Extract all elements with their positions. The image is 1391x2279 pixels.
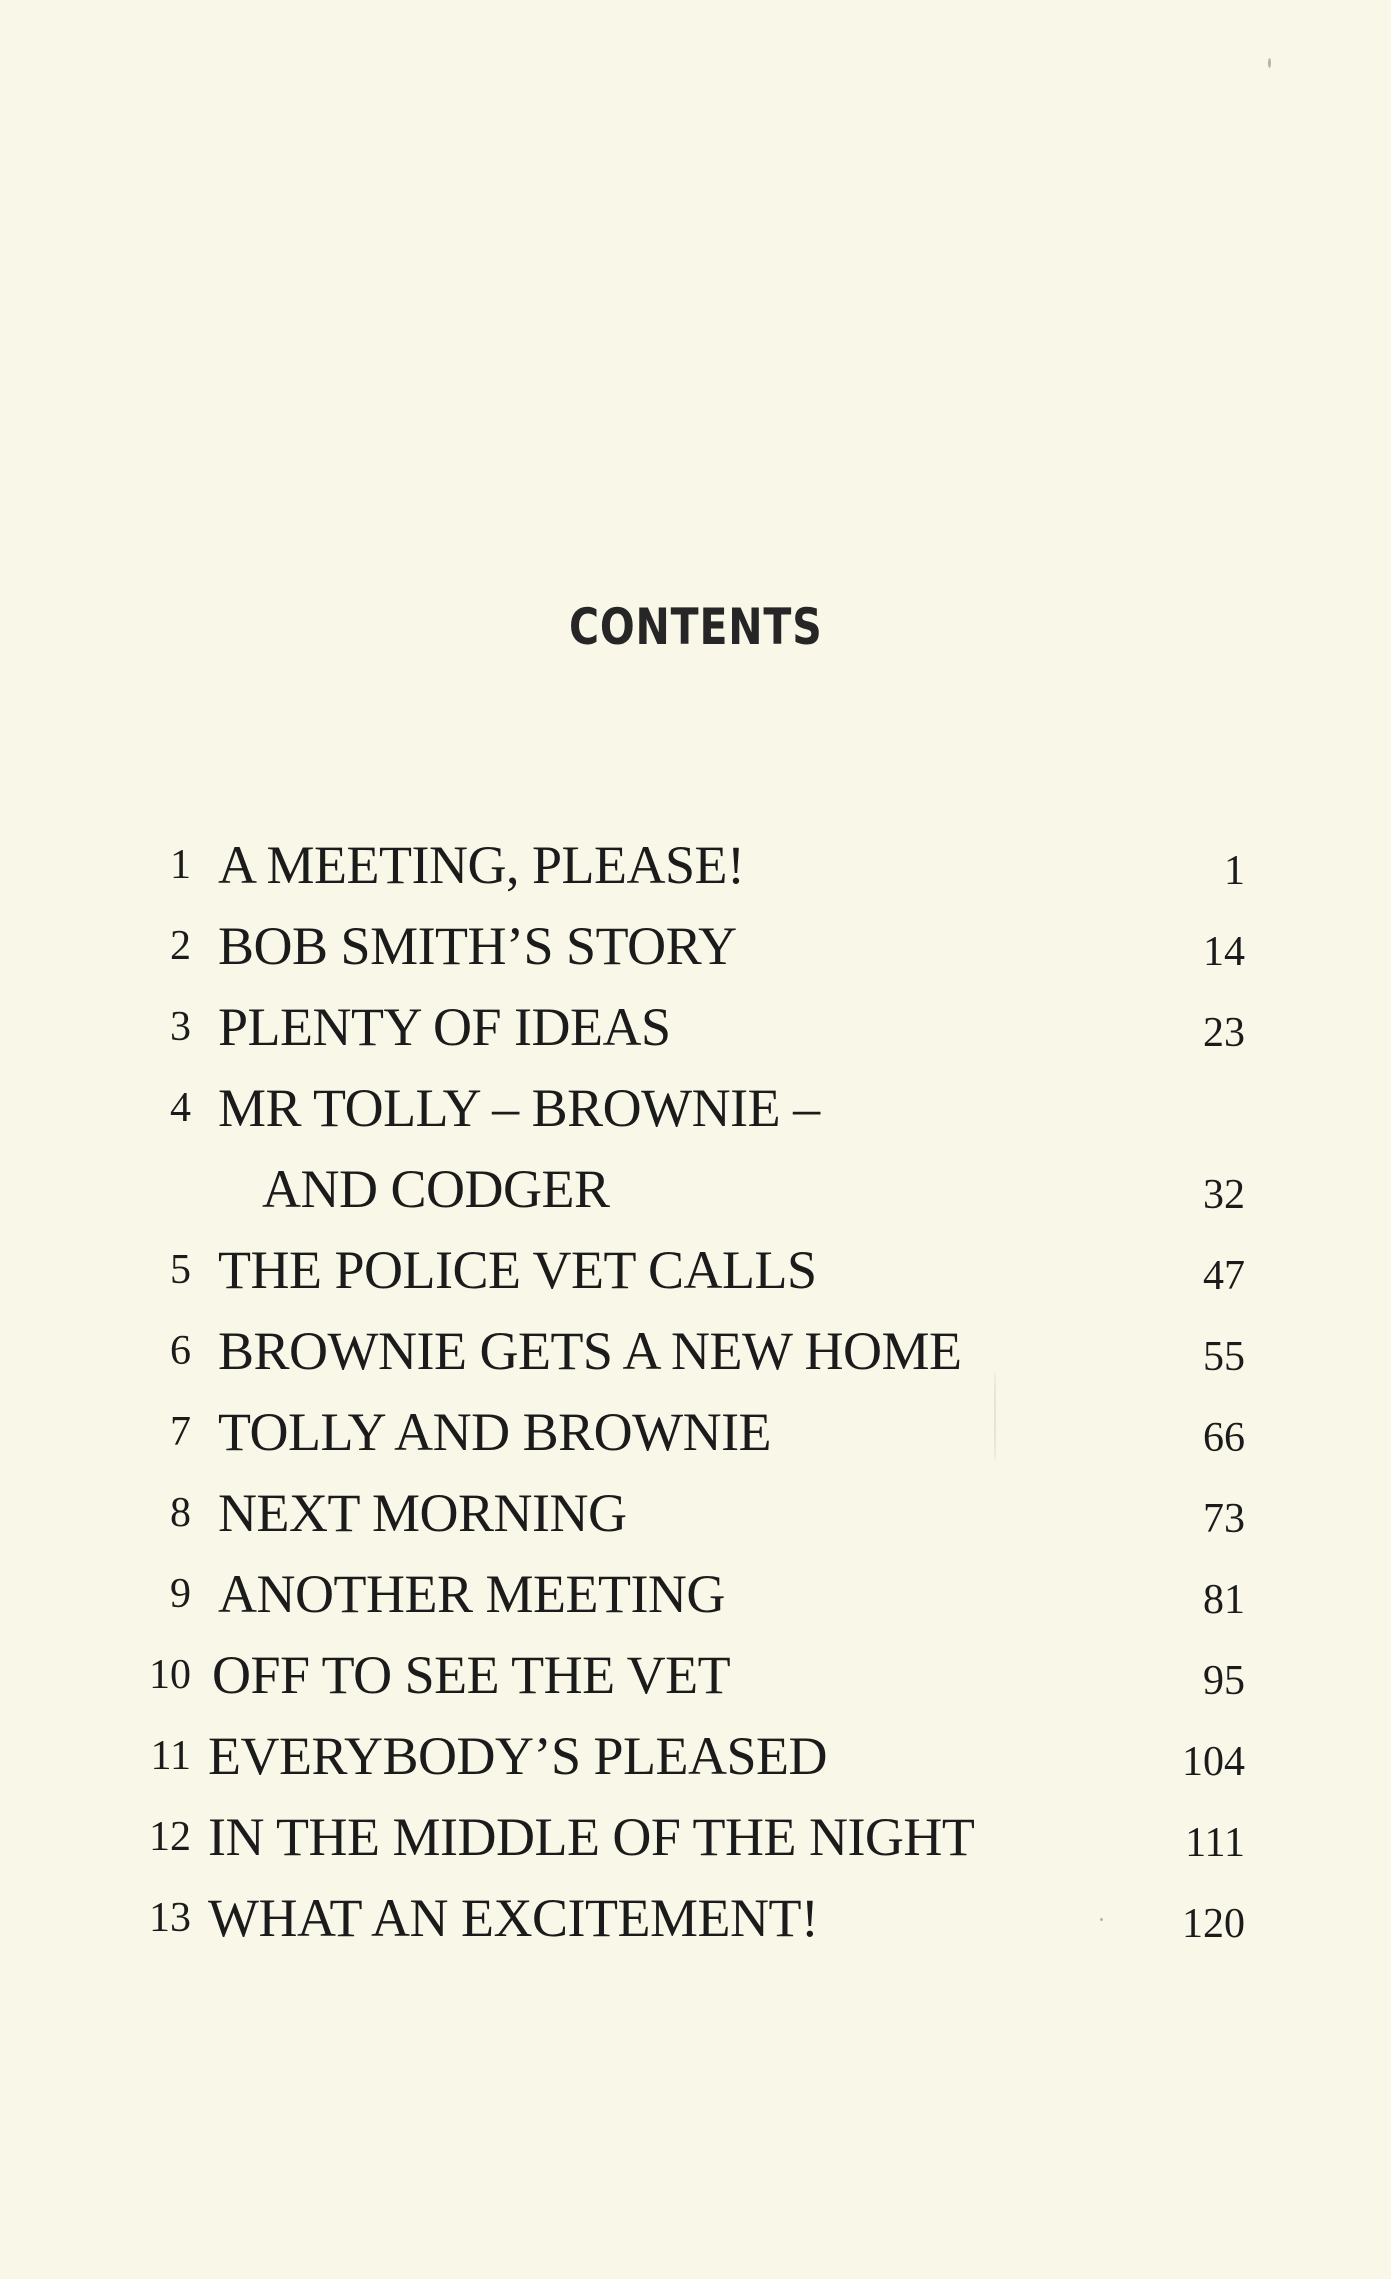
chapter-title: ANOTHER MEETING (218, 1564, 725, 1624)
chapter-title: WHAT AN EXCITEMENT! (208, 1888, 819, 1948)
chapter-entry[interactable] (0, 1316, 1391, 1396)
chapter-title: BROWNIE GETS A NEW HOME (218, 1321, 962, 1381)
chapter-number: 8 (170, 1490, 191, 1536)
chapter-title: EVERYBODY’S PLEASED (208, 1726, 828, 1786)
chapter-title: BOB SMITH’S STORY (218, 916, 737, 976)
chapter-title: TOLLY AND BROWNIE (218, 1402, 772, 1462)
chapter-title: THE POLICE VET CALLS (218, 1240, 817, 1300)
paper-speck (994, 1372, 996, 1462)
chapter-number: 13 (149, 1895, 191, 1941)
chapter-title: OFF TO SEE THE VET (212, 1645, 731, 1705)
chapter-page-number: 111 (1185, 1820, 1245, 1866)
chapter-page-number: 104 (1182, 1739, 1245, 1785)
chapter-entry[interactable] (0, 1883, 1391, 1963)
chapter-number: 7 (170, 1409, 191, 1455)
chapter-page-number: 66 (1203, 1415, 1245, 1461)
chapter-number: 12 (149, 1814, 191, 1860)
chapter-title: A MEETING, PLEASE! (218, 835, 745, 895)
page-title: CONTENTS (568, 598, 823, 656)
chapter-page-number: 120 (1182, 1901, 1245, 1947)
chapter-page-number: 32 (1203, 1172, 1245, 1218)
chapter-number: 9 (170, 1571, 191, 1617)
chapter-entry[interactable] (0, 1235, 1391, 1315)
chapter-entry[interactable] (0, 1802, 1391, 1882)
chapter-page-number: 81 (1203, 1577, 1245, 1623)
chapter-title-continuation: AND CODGER (262, 1159, 610, 1219)
chapter-page-number: 55 (1203, 1334, 1245, 1380)
chapter-entry[interactable] (0, 1640, 1391, 1720)
chapter-entry[interactable] (0, 1559, 1391, 1639)
chapter-entry[interactable] (0, 911, 1391, 991)
paper-speck (1268, 58, 1271, 68)
chapter-number: 11 (150, 1733, 191, 1779)
chapter-title: PLENTY OF IDEAS (218, 997, 671, 1057)
chapter-number: 2 (170, 923, 191, 969)
chapter-entry[interactable] (0, 830, 1391, 910)
chapter-entry[interactable] (0, 1397, 1391, 1477)
chapter-number: 3 (170, 1004, 191, 1050)
chapter-title: MR TOLLY – BROWNIE – (218, 1078, 820, 1138)
chapter-number: 4 (170, 1085, 191, 1131)
chapter-page-number: 73 (1203, 1496, 1245, 1542)
chapter-entry[interactable] (0, 1073, 1391, 1235)
chapter-number: 1 (170, 842, 191, 888)
chapter-title: NEXT MORNING (218, 1483, 627, 1543)
chapter-entry[interactable] (0, 992, 1391, 1072)
chapter-number: 10 (149, 1652, 191, 1698)
chapter-page-number: 95 (1203, 1658, 1245, 1704)
chapter-title: IN THE MIDDLE OF THE NIGHT (208, 1807, 975, 1867)
chapter-entry[interactable] (0, 1721, 1391, 1801)
paper-speck (1100, 1918, 1103, 1921)
chapter-entry[interactable] (0, 1478, 1391, 1558)
chapter-page-number: 23 (1203, 1010, 1245, 1056)
chapter-page-number: 47 (1203, 1253, 1245, 1299)
chapter-number: 6 (170, 1328, 191, 1374)
chapter-page-number: 14 (1203, 929, 1245, 975)
chapter-page-number: 1 (1224, 848, 1245, 894)
contents-list (0, 830, 1391, 1980)
chapter-number: 5 (170, 1247, 191, 1293)
